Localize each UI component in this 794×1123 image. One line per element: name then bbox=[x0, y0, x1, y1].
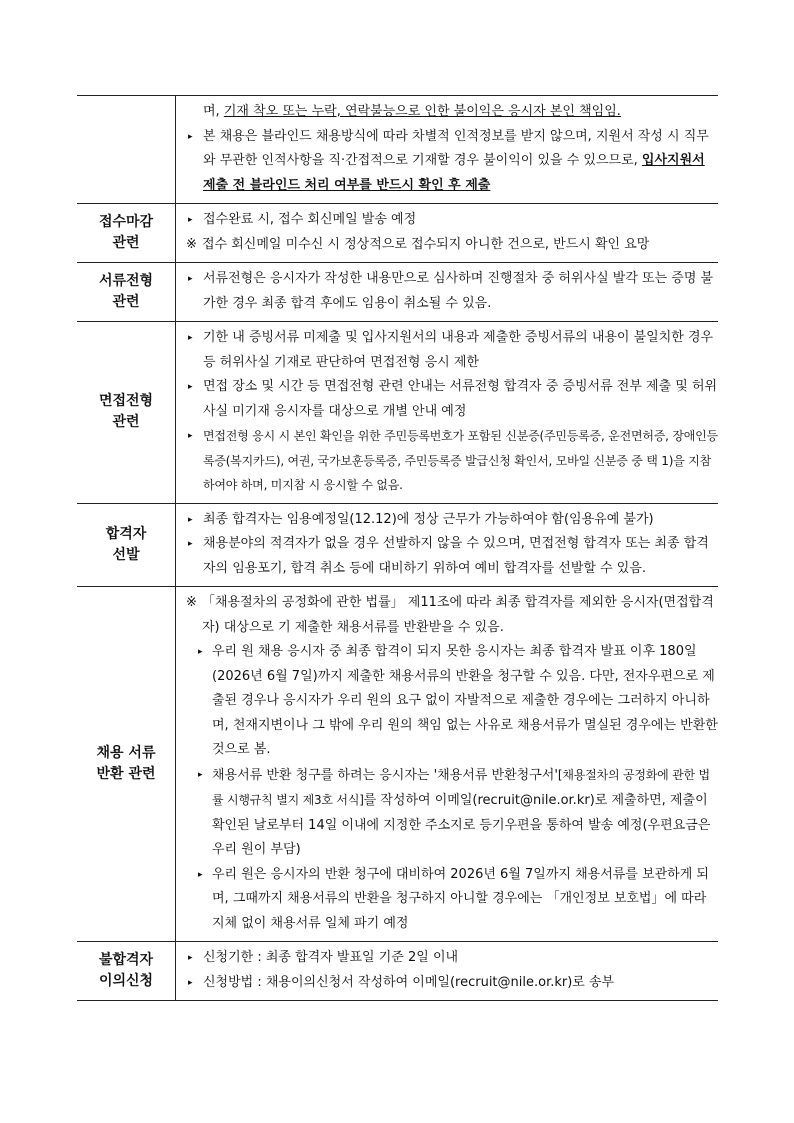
row-content bbox=[176, 942, 719, 1001]
list-item: ▸ 신청기한 : 최종 합격자 발표일 기준 2일 이내 bbox=[186, 946, 718, 971]
row-label: 합격자 선발 bbox=[77, 503, 176, 587]
row-label: 불합격자 이의신청 bbox=[77, 942, 176, 1001]
table-row-document-screening bbox=[77, 263, 718, 322]
triangle-bullet-icon: ▸ bbox=[188, 382, 193, 392]
row-content bbox=[176, 322, 719, 504]
row-content bbox=[176, 503, 719, 587]
list-item: ▸ 신청방법 : 채용이의신청서 작성하여 이메일(recruit@nile.or.kr)로 송부 bbox=[186, 971, 718, 996]
row-content bbox=[176, 263, 719, 322]
triangle-bullet-icon: ▸ bbox=[188, 215, 193, 225]
reference-mark-icon: ※ bbox=[186, 236, 197, 252]
triangle-bullet-icon: ▸ bbox=[188, 431, 193, 441]
triangle-bullet-icon: ▸ bbox=[188, 539, 193, 549]
list-item: ▸ 서류전형은 응시자가 작성한 내용만으로 심사하며 진행절차 중 허위사실 발각 또는 증명 불가한 경우 최종 합격 후에도 임용이 취소될 수 있음. bbox=[186, 267, 718, 316]
table-row-interview bbox=[77, 322, 718, 504]
table-row-selection bbox=[77, 503, 718, 587]
list-item: ▸ 접수완료 시, 접수 회신메일 발송 예정 bbox=[186, 208, 718, 233]
triangle-bullet-icon: ▸ bbox=[188, 333, 193, 343]
triangle-bullet-icon: ▸ bbox=[198, 769, 203, 780]
row-label bbox=[77, 96, 176, 204]
triangle-bullet-icon: ▸ bbox=[188, 131, 193, 142]
note-item: ※ 접수 회신메일 미수신 시 정상적으로 접수되지 아니한 건으로, 반드시 확인 요망 bbox=[186, 233, 718, 258]
list-item: ▸ 채용분야의 적격자가 없을 경우 선발하지 않을 수 있으며, 면접전형 합격자 또는 최종 합격자의 임용포기, 합격 취소 등에 대비하기 위하여 예비 합격자를 선발할 수 있음. bbox=[186, 532, 718, 581]
list-item: ▸ 면접전형 응시 시 본인 확인을 위한 주민등록번호가 포함된 신분증(주민등록증, 운전면허증, 장애인등록증(복지카드), 여권, 국가보훈등록증, 주민등록증 발급신청 확인서, 모바일 신분증 중 택 1)을 지참하여야 하며, 미지참 시 응시할 수 없음. bbox=[186, 424, 718, 498]
list-item: ▸ 본 채용은 블라인드 채용방식에 따라 차별적 인적정보를 받지 않으며, 지원서 작성 시 직무와 무관한 인적사항을 직·간접적으로 기재할 경우 불이익이 있을 수 있으므로, 입사지원서 제출 전 블라인드 처리 여부를 반드시 확인 후 제출 bbox=[186, 125, 718, 199]
table-row-deadline bbox=[77, 204, 718, 263]
row-label: 채용 서류 반환 관련 bbox=[77, 587, 176, 942]
triangle-bullet-icon: ▸ bbox=[188, 274, 193, 284]
row-content bbox=[176, 587, 719, 942]
triangle-bullet-icon: ▸ bbox=[188, 514, 193, 525]
list-item: ▸ 면접 장소 및 시간 등 면접전형 관련 안내는 서류전형 합격자 중 증빙서류 전부 제출 및 허위사실 미기재 응시자를 대상으로 개별 안내 예정 bbox=[186, 375, 718, 424]
table-row-continuation bbox=[77, 96, 718, 204]
row-content bbox=[176, 204, 719, 263]
continuation-text: 며, 기재 착오 또는 누락, 연락불능으로 인한 불이익은 응시자 본인 책임임. bbox=[203, 104, 621, 119]
row-label: 접수마감 관련 bbox=[77, 204, 176, 263]
note-item: ※ 「채용절차의 공정화에 관한 법률」 제11조에 따라 최종 합격자를 제외한 응시자(면접합격자) 대상으로 기 제출한 채용서류를 반환받을 수 있음. bbox=[186, 591, 718, 640]
reference-mark-icon: ※ bbox=[186, 595, 197, 610]
table-row-objection bbox=[77, 942, 718, 1001]
notice-table bbox=[77, 95, 718, 1001]
sub-list bbox=[186, 640, 718, 936]
emphasis-text: 입사지원서 제출 전 블라인드 처리 여부를 반드시 확인 후 제출 bbox=[203, 153, 705, 193]
list-item: ▸ 우리 원은 응시자의 반환 청구에 대비하여 2026년 6월 7일까지 채용서류를 보관하게 되며, 그때까지 채용서류의 반환을 청구하지 아니할 경우에는 「개인정보 보호법」에 따라 지체 없이 채용서류 일체 파기 예정 bbox=[192, 863, 718, 937]
triangle-bullet-icon: ▸ bbox=[198, 647, 203, 657]
underlined-text: 기재 착오 또는 누락, 연락불능으로 인한 불이익은 응시자 본인 책임임. bbox=[223, 104, 621, 119]
row-label: 면접전형 관련 bbox=[77, 322, 176, 504]
triangle-bullet-icon: ▸ bbox=[198, 869, 203, 880]
list-item: ▸ 채용서류 반환 청구를 하려는 응시자는 '채용서류 반환청구서'[채용절차의 공정화에 관한 법률 시행규칙 별지 제3호 서식]를 작성하여 이메일(recruit@nile.or.kr)로 제출하면, 제출이 확인된 날로부터 14일 이내에 지정한 주소지로 등기우편을 통하여 발송 예정(우편요금은 우리 원이 부담) bbox=[192, 763, 718, 863]
row-content bbox=[176, 96, 719, 204]
list-item: ▸ 기한 내 증빙서류 미제출 및 입사지원서의 내용과 제출한 증빙서류의 내용이 불일치한 경우 등 허위사실 기재로 판단하여 면접전형 응시 제한 bbox=[186, 326, 718, 375]
list-item: ▸ 최종 합격자는 임용예정일(12.12)에 정상 근무가 가능하여야 함(임용유예 불가) bbox=[186, 508, 718, 533]
triangle-bullet-icon: ▸ bbox=[188, 977, 193, 988]
table-row-document-return bbox=[77, 587, 718, 942]
triangle-bullet-icon: ▸ bbox=[188, 953, 193, 963]
list-item: ▸ 우리 원 채용 응시자 중 최종 합격이 되지 못한 응시자는 최종 합격자 발표 이후 180일(2026년 6월 7일)까지 제출한 채용서류의 반환을 청구할 수 있음. 다만, 전자우편으로 제출된 경우나 응시자가 우리 원의 요구 없이 자발적으로 제출한 경우에는 그러하지 아니하며, 천재지변이나 그 밖에 우리 원의 책임 없는 사유로 채용서류가 멸실된 경우에는 반환한 것으로 봄. bbox=[192, 640, 718, 763]
row-label: 서류전형 관련 bbox=[77, 263, 176, 322]
